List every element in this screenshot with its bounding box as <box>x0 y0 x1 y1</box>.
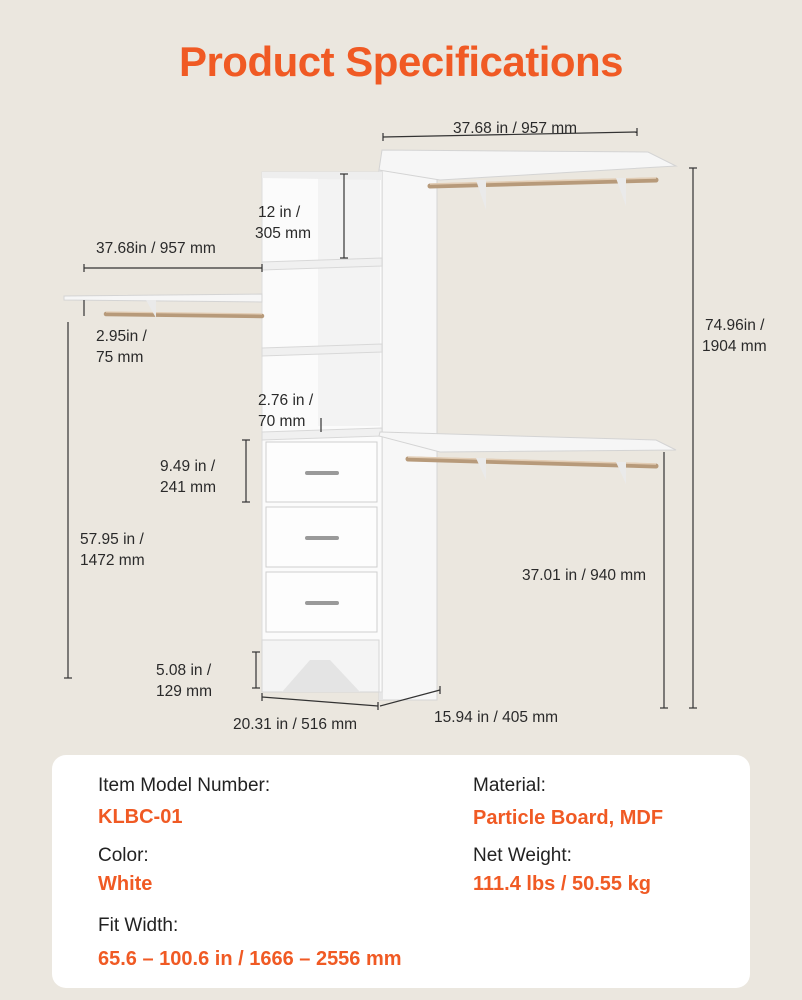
spec-card <box>52 755 750 988</box>
material-value: Particle Board, MDF <box>473 807 664 829</box>
base-height-label-2: 129 mm <box>156 683 212 700</box>
fit-width-value: 65.6 – 100.6 in / 1666 – 2556 mm <box>98 948 402 970</box>
top-shelf <box>379 150 676 180</box>
top-gap-label-2: 70 mm <box>258 413 306 430</box>
color-label: Color: <box>98 845 149 866</box>
model-value: KLBC-01 <box>98 806 183 828</box>
top-gap-label-1: 2.76 in / <box>258 392 314 409</box>
tower-width-label: 20.31 in / 516 mm <box>233 716 358 733</box>
left-shelf-width-label: 37.68in / 957 mm <box>96 240 216 257</box>
weight-label: Net Weight: <box>473 845 572 866</box>
right-height-label: 37.01 in / 940 mm <box>522 567 647 584</box>
left-height-label-2: 1472 mm <box>80 552 145 569</box>
total-height-label-1: 74.96in / <box>705 317 765 334</box>
page-title: Product Specifications <box>178 38 624 85</box>
total-height-label-2: 1904 mm <box>702 338 767 355</box>
drawer-height-label-2: 241 mm <box>160 479 216 496</box>
left-shelf <box>64 294 262 302</box>
rod-drop-label-2: 75 mm <box>96 349 144 366</box>
tower-depth-label: 15.94 in / 405 mm <box>434 709 559 726</box>
color-value: White <box>98 873 153 895</box>
drawer-handle <box>305 471 339 475</box>
left-height-label-1: 57.95 in / <box>80 531 144 548</box>
weight-value: 111.4 lbs / 50.55 kg <box>473 873 651 895</box>
drawer-handle <box>305 536 339 540</box>
rod-drop-label-1: 2.95in / <box>96 328 147 345</box>
shelf-gap-label-1: 12 in / <box>258 204 301 221</box>
drawer-handle <box>305 601 339 605</box>
model-label: Item Model Number: <box>98 775 271 796</box>
top-shelf-width-label: 37.68 in / 957 mm <box>453 120 578 137</box>
base-height-label-1: 5.08 in / <box>156 662 212 679</box>
material-label: Material: <box>473 775 546 796</box>
shelf-gap-label-2: 305 mm <box>255 225 311 242</box>
drawer-height-label-1: 9.49 in / <box>160 458 216 475</box>
fit-width-label: Fit Width: <box>98 915 179 936</box>
